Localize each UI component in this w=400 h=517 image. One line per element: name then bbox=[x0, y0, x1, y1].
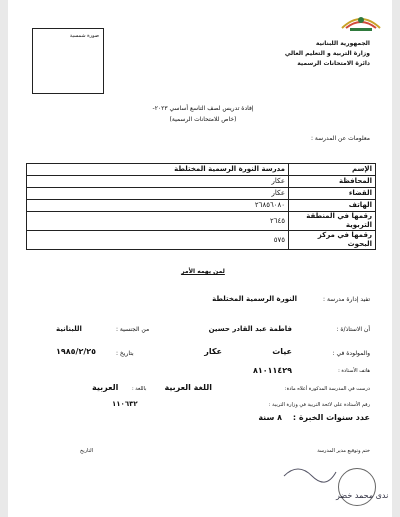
table-key: الهاتف bbox=[289, 200, 376, 212]
born-place-2: عكار bbox=[204, 347, 222, 356]
phone-value: ٨١٠١١٤٢٩ bbox=[252, 366, 292, 375]
registration-value: ١١٠٦٣٢ bbox=[112, 400, 138, 408]
experience-label: عدد سنوات الخبرة : bbox=[292, 413, 370, 422]
photo-label: صورة شمسية bbox=[69, 33, 99, 39]
school-info-heading: معلومات عن المدرسة : bbox=[310, 135, 370, 142]
date-footer-label: التاريخ bbox=[80, 448, 93, 454]
doc-subtitle: (خاص للامتحانات الرسمية) bbox=[169, 116, 237, 123]
phone-label: هاتف الأستاذة : bbox=[338, 368, 370, 374]
table-value: ٢٦٤٥ bbox=[27, 212, 289, 231]
document-page bbox=[8, 0, 392, 517]
table-row bbox=[27, 212, 376, 231]
teacher-label: أن الاستاذ/ة : bbox=[336, 326, 370, 333]
table-row bbox=[27, 176, 376, 188]
born-label: والمولودة في : bbox=[332, 350, 370, 357]
date-value: ١٩٨٥/٢/٢٥ bbox=[56, 347, 97, 356]
table-row bbox=[27, 231, 376, 250]
date-label: بتاريخ : bbox=[116, 350, 134, 357]
table-key: رقمها في مركز البحوث bbox=[289, 231, 376, 250]
table-value: عكار bbox=[27, 188, 289, 200]
table-key: رقمها في المنطقة التربوية bbox=[289, 212, 376, 231]
header-line-2: وزارة التربية و التعليم العالي bbox=[284, 50, 370, 57]
table-key: المحافظة bbox=[289, 176, 376, 188]
nationality-value: اللبنانية bbox=[56, 325, 82, 333]
table-row bbox=[27, 200, 376, 212]
header-line-3: دائرة الامتحانات الرسمية bbox=[297, 60, 370, 67]
sign-label: ختم وتوقيع مدير المدرسة bbox=[317, 448, 370, 454]
school-stamp bbox=[338, 468, 376, 506]
teacher-value: فاطمة عبد القادر حسين bbox=[208, 325, 292, 333]
handwritten-signature bbox=[278, 458, 389, 502]
registration-label: رقم الأستاذة على لائحة التربية في وزارة التربية : bbox=[268, 402, 370, 408]
table-row bbox=[27, 164, 376, 176]
photo-box bbox=[32, 28, 104, 94]
born-place-1: عيات bbox=[272, 347, 292, 356]
ministry-logo bbox=[338, 8, 384, 36]
table-key: الإسم bbox=[289, 164, 376, 176]
taught-label: درست في المدرسة المذكورة أعلاه مادة: bbox=[284, 386, 370, 392]
admin-value: النورة الرسمية المختلطة bbox=[212, 295, 297, 303]
subject-value: اللغة العربية bbox=[164, 383, 212, 392]
experience-value: ٨ سنة bbox=[258, 413, 282, 422]
table-row bbox=[27, 188, 376, 200]
table-value: ٥٧٥ bbox=[27, 231, 289, 250]
table-key: القضاء bbox=[289, 188, 376, 200]
school-info-table bbox=[26, 163, 376, 250]
doc-title: إفادة تدريس لصف التاسع أساسي ٢٠٢٣- bbox=[152, 105, 254, 112]
nationality-label: من الجنسية : bbox=[116, 326, 150, 333]
table-value: مدرسة النورة الرسمية المختلطة bbox=[27, 164, 289, 176]
svg-text:ندى محمد خضر: ندى محمد خضر bbox=[336, 491, 389, 500]
table-value: ٢٦٨٥٦٠٨٠ bbox=[27, 200, 289, 212]
table-value: عكار bbox=[27, 176, 289, 188]
lang-value: العربية bbox=[92, 383, 119, 392]
concern-heading: لمن يهمه الأمر bbox=[181, 268, 225, 275]
admin-label: تفيد إدارة مدرسة : bbox=[323, 296, 370, 303]
lang-label: باللغة : bbox=[132, 386, 147, 392]
header-line-1: الجمهورية اللبنانية bbox=[315, 40, 370, 47]
